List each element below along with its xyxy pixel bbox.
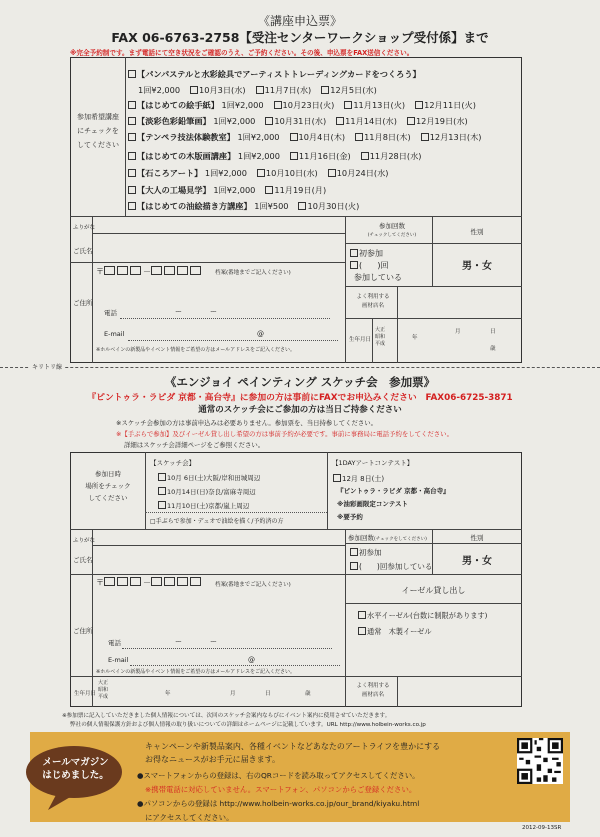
birth-month: 月 (230, 691, 236, 697)
cut-line-label: キリトリ線 (32, 364, 63, 371)
zip-note: 档案(番地までご記入ください) (215, 582, 291, 588)
course-row: 1回¥2,000 10月3日(水) 11月7日(水) 12月5日(水) (138, 85, 377, 95)
count-header: 参加回数 (379, 222, 405, 230)
count-header: 参加回数(チェックをしてください) (348, 534, 427, 542)
address-label: ご住所 (73, 299, 93, 307)
form2-note3: 詳細はスケッチ会詳細ページをご参照ください。 (124, 441, 265, 449)
easel-option[interactable]: 通常 木製イーゼル (358, 627, 432, 637)
sketch-option[interactable]: 10月14日(日)奈良/富麻寺周辺 (158, 487, 256, 496)
zip-field[interactable]: 〒 － (96, 266, 203, 277)
course-row: 【テンペラ技法体験教室】 1回¥2,000 10月4日(木) 11月8日(木) 12月13日(木) (128, 132, 481, 143)
newsletter-line-2: お得なニュースがお手元に届きます。 (145, 755, 280, 764)
newsletter-line-4: ※携帯電話に対応していません。スマートフォン、パソコンからご登録ください。 (145, 785, 417, 794)
birth-day: 日 (265, 691, 271, 697)
form1-side-label: 参加希望講座 にチェックを してください (77, 113, 119, 149)
gender-header: 性別 (470, 534, 484, 542)
count-sub: (チェックしてください) (367, 233, 417, 238)
phone-label: 電話 (108, 639, 121, 647)
course-row: 【パンパステルと水彩絵具でアーティストトレーディングカードをつくろう】 (128, 69, 421, 80)
privacy-note: ※ホルベインの新製品やイベント情報をご希望の方はメールアドレスをご記入ください。 (96, 347, 295, 353)
gender-options[interactable]: 男・女 (462, 556, 492, 567)
contest-option[interactable]: 12月 8日(土) (333, 474, 384, 484)
form2-side-label: 参加日時 場所をチェック してください (85, 470, 131, 502)
newsletter-line-6: にアクセスしてください。 (145, 813, 234, 822)
course-checkbox[interactable] (128, 70, 136, 78)
joined-label: 参加している (354, 273, 402, 282)
form2-note2: ※【手ぶらで参加】及びイーゼル貸し出し希望の方は事前予約が必要です。事前に事務局に電話予約をしてください。 (116, 430, 453, 438)
newsletter-line-5: ●パソコンからの登録は http://www.holbein-works.co.jp/our_brand/kiyaku.html (137, 799, 420, 808)
name-field[interactable] (93, 546, 344, 573)
birth-day: 日 (490, 329, 496, 335)
newsletter-badge: メールマガジン はじめました。 (42, 757, 109, 781)
first-time-option[interactable]: 初参加 (350, 547, 382, 558)
gender-options[interactable]: 男・女 (462, 261, 492, 272)
privacy-note: ※ホルベインの新製品やイベント情報をご希望の方はメールアドレスをご記入ください。 (96, 669, 295, 675)
course-row: 【はじめての木版画講座】 1回¥2,000 11月16日(金) 11月28日(水) (128, 151, 422, 162)
phone-field[interactable]: ー ー (175, 308, 217, 316)
material-store-field[interactable] (398, 677, 521, 706)
times-option[interactable]: ( )回 (350, 260, 389, 271)
birth-label: 生年月日 (74, 691, 97, 697)
bullet-icon: ● (137, 771, 144, 780)
contest-note: ※要予約 (337, 513, 363, 521)
address-label: ご住所 (73, 627, 93, 635)
phone-field[interactable]: ー ー (175, 638, 217, 646)
easel-option[interactable]: 水平イーゼル(台数に制限があります) (358, 611, 487, 621)
name-field[interactable] (93, 234, 344, 261)
age-label: 歳 (490, 346, 496, 352)
course-row: 【淡彩色彩鉛筆画】 1回¥2,000 10月31日(水) 11月14日(水) 12月19日(水) (128, 116, 468, 127)
footer-privacy-1: ※参加票に記入していただきました個人情報については、次回のスケッチ会案内ならびにイベント案内に使用させていただきます。 (62, 713, 391, 719)
newsletter-line-3: ●スマートフォンからの登録は、右のQRコードを読み取ってアクセスしてください。 (137, 771, 420, 780)
course-row: 【大人の工場見学】 1回¥2,000 11月19日(月) (128, 185, 326, 196)
form1-fax-line: FAX 06-6763-2758【受注センターワークショップ受付係】まで (111, 30, 489, 45)
gender-header: 性別 (470, 228, 484, 236)
newsletter-line-1: キャンペーンや新製品案内、各種イベントなどあなたのアートライフを豊かにする (145, 742, 441, 751)
sketch-header: 【スケッチ会】 (150, 459, 196, 467)
cut-line (0, 367, 600, 368)
times-option[interactable]: ( )回参加している (350, 561, 432, 572)
email-at: @ (257, 330, 264, 338)
name-label: ご氏名 (73, 556, 93, 564)
course-row: 【はじめての絵手紙】 1回¥2,000 10月23日(火) 11月13日(火) 12月11日(火) (128, 100, 476, 111)
era-options[interactable]: 大正 昭和 平成 (375, 327, 386, 347)
qr-code-icon[interactable] (517, 738, 563, 784)
footer-privacy-2: 弊社の個人情報保護方針および個人情報の取り扱いについての詳細はホームページに記載しています。URL http://www.holbein-works.co.jp (70, 722, 426, 728)
material-store-label: よく利用する 画材店名 (356, 294, 390, 309)
birth-month: 月 (455, 329, 461, 335)
birth-label: 生年月日 (349, 337, 372, 343)
material-store-label: よく利用する 画材店名 (356, 683, 390, 698)
email-at: @ (248, 656, 255, 664)
material-store-field[interactable] (398, 287, 521, 317)
bullet-icon: ● (137, 799, 144, 808)
era-options[interactable]: 大正 昭和 平成 (98, 680, 109, 700)
contest-header: 【1DAYアートコンテスト】 (332, 459, 414, 467)
hands-free-option[interactable]: □手ぶらで参加・デュオで油絵を描く/予約済の方 (150, 518, 284, 525)
zip-note: 档案(番地までご記入ください) (215, 270, 291, 276)
birth-year: 年 (165, 691, 171, 697)
form2-note1: ※スケッチ会参加の方は事前申込みは必要ありません。参加票を、当日持参してください。 (116, 419, 378, 427)
contest-name: 『ピントゥラ・ラピダ 京都・高台寺』 (337, 487, 450, 495)
document-code: 2012-09-13SR (522, 825, 562, 831)
form1-title: 《講座申込票》 (257, 14, 342, 28)
furigana-label: ふりがな (73, 225, 96, 231)
sketch-option[interactable]: 10月 6日(土)大阪/岸和田城周辺 (158, 473, 260, 482)
age-label: 歳 (305, 691, 311, 697)
sketch-option[interactable]: 11月10日(土)京都/嵐上周辺 (158, 501, 249, 510)
email-label: E-mail (104, 330, 125, 338)
form2-title: 《エンジョイ ペインティング スケッチ会 参加票》 (164, 375, 436, 389)
furigana-label: ふりがな (73, 538, 96, 544)
zip-field[interactable]: 〒 － (96, 577, 203, 588)
first-time-option[interactable]: 初参加 (350, 248, 383, 259)
easel-header: イーゼル貸し出し (401, 586, 466, 595)
email-label: E-mail (108, 656, 129, 664)
contest-type: ※油彩画限定コンテスト (337, 500, 409, 508)
form2-sub-line: 通常のスケッチ会にご参加の方は当日ご持参ください (198, 405, 402, 415)
phone-label: 電話 (104, 309, 117, 317)
form1-notice: ※完全予約制です。まず電話にて空き状況をご確認のうえ、ご予約ください。その後、申込票をFAX送信ください。 (70, 49, 414, 57)
birth-year: 年 (412, 335, 418, 341)
course-row: 【はじめての油絵描き方講座】 1回¥500 10月30日(火) (128, 201, 359, 212)
name-label: ご氏名 (73, 247, 93, 255)
form2-red-line: 『ピントゥラ・ラピダ 京都・高台寺』に参加の方は事前にFAXでお申込みください FAX06-6725-3871 (87, 393, 513, 403)
course-row: 【石ころアート】 1回¥2,000 10月10日(水) 10月24日(水) (128, 168, 389, 179)
